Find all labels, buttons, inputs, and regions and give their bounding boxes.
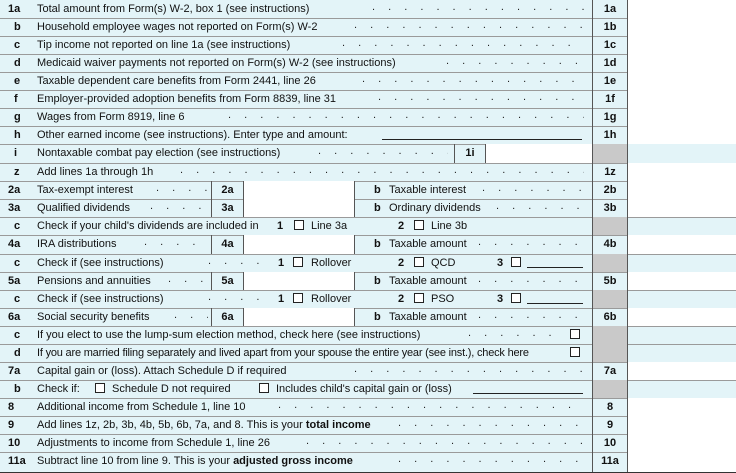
line-label: Taxable amount xyxy=(389,275,467,287)
line-number: 2a xyxy=(8,184,21,196)
divider xyxy=(627,290,628,308)
leader-dots xyxy=(168,273,208,285)
box-label: 10 xyxy=(603,437,617,449)
leader-dots xyxy=(318,145,448,157)
line-11a-row xyxy=(0,452,736,473)
line-1a-row xyxy=(0,0,736,19)
leader-dots xyxy=(180,164,584,176)
line-letter: b xyxy=(374,238,381,250)
amount-field-2a[interactable] xyxy=(244,181,354,199)
line-6c-row xyxy=(0,326,736,345)
leader-dots xyxy=(144,236,208,248)
line-1h-row xyxy=(0,126,736,145)
line-10-row xyxy=(0,434,736,453)
box-label: 1g xyxy=(603,111,617,123)
amount-field-1d[interactable] xyxy=(628,54,736,72)
line-label: Total amount from Form(s) W-2, box 1 (see instructions) xyxy=(37,3,310,15)
line-number: 5a xyxy=(8,275,21,287)
line-letter: b xyxy=(374,311,381,323)
box-label: 4b xyxy=(603,238,617,250)
line-2-row xyxy=(0,181,736,200)
box-label: 3b xyxy=(603,202,617,214)
leader-dots xyxy=(478,236,584,248)
line-label: Check if your child's dividends are included in xyxy=(37,220,259,232)
shaded-cell xyxy=(593,326,627,344)
line-letter: h xyxy=(14,129,21,141)
box-label: 1c xyxy=(603,39,617,51)
leader-dots xyxy=(208,255,272,267)
line-label: Wages from Form 8919, line 6 xyxy=(37,111,185,123)
line-1c-row xyxy=(0,36,736,55)
divider xyxy=(627,254,628,272)
leader-dots xyxy=(378,91,584,103)
line-label: Social security benefits xyxy=(37,311,150,323)
box-label: 1h xyxy=(603,129,617,141)
option-number: 2 xyxy=(398,220,405,232)
line-label: If you are married filing separately and lived apart from your spouse the entire year (see inst.), check here xyxy=(37,347,529,359)
divider xyxy=(627,380,628,398)
line-letter: i xyxy=(14,147,18,159)
leader-dots xyxy=(342,37,584,49)
child-capital-gain-checkbox[interactable] xyxy=(259,383,269,393)
line-letter: c xyxy=(14,39,21,51)
shaded-cell xyxy=(593,290,627,308)
other-code-field[interactable] xyxy=(527,303,583,304)
box-label: 8 xyxy=(606,401,614,413)
line-label: Employer-provided adoption benefits from Form 8839, line 31 xyxy=(37,93,336,105)
rollover-checkbox[interactable] xyxy=(293,293,303,303)
amount-field-6a[interactable] xyxy=(244,308,354,326)
amount-field-5a[interactable] xyxy=(244,272,354,290)
line-label: Add lines 1a through 1h xyxy=(37,166,154,178)
line-3c-row xyxy=(0,217,736,236)
leader-dots xyxy=(362,73,584,85)
box-label: 7a xyxy=(603,365,617,377)
amount-field-6b[interactable] xyxy=(628,308,736,326)
box-label: 1i xyxy=(465,147,475,159)
leader-dots xyxy=(478,273,584,285)
line-label: Check if (see instructions) xyxy=(37,257,164,269)
amount-field-1h[interactable] xyxy=(628,126,736,144)
qcd-checkbox[interactable] xyxy=(414,257,424,267)
line-label-emphasis: total income xyxy=(305,419,371,431)
amount-field-1i[interactable] xyxy=(486,144,592,163)
leader-dots xyxy=(482,182,584,194)
leader-dots xyxy=(496,200,584,212)
line-letter: d xyxy=(14,347,21,359)
line-number: 1a xyxy=(8,3,21,15)
leader-dots xyxy=(208,291,272,303)
line-letter: b xyxy=(14,21,21,33)
leader-dots xyxy=(174,309,208,321)
leader-dots xyxy=(354,363,584,375)
rollover-checkbox[interactable] xyxy=(293,257,303,267)
line-label: Medicaid waiver payments not reported on Form(s) W-2 (see instructions) xyxy=(37,57,396,69)
amount-field-1a[interactable] xyxy=(628,0,736,18)
line-6-row xyxy=(0,308,736,327)
leader-dots xyxy=(278,399,584,411)
option-number: 1 xyxy=(278,257,285,269)
box-label: 4a xyxy=(221,238,234,250)
box-label: 5a xyxy=(221,275,234,287)
box-label: 11a xyxy=(601,455,619,467)
line-label: Taxable interest xyxy=(389,184,467,196)
divider xyxy=(627,344,628,362)
line-letter: b xyxy=(374,202,381,214)
line-3a-checkbox[interactable] xyxy=(294,220,304,230)
leader-dots xyxy=(228,109,584,121)
box-label: 5b xyxy=(603,275,617,287)
line-label: Qualified dividends xyxy=(37,202,130,214)
line-5c-row xyxy=(0,290,736,309)
leader-dots xyxy=(398,453,584,465)
line-label: Nontaxable combat pay election (see instructions) xyxy=(37,147,281,159)
line-letter: g xyxy=(14,111,21,123)
box-label: 6b xyxy=(603,311,617,323)
leader-dots xyxy=(446,55,584,67)
line-5-row xyxy=(0,272,736,291)
line-number: 10 xyxy=(8,437,21,449)
leader-dots xyxy=(372,1,584,13)
line-label: Household employee wages not reported on Form(s) W-2 xyxy=(37,21,318,33)
line-4-row xyxy=(0,235,736,255)
box-label: 1e xyxy=(603,75,617,87)
line-number: 7a xyxy=(8,365,21,377)
line-number: 9 xyxy=(8,419,15,431)
other-checkbox[interactable] xyxy=(511,293,521,303)
line-1i-row xyxy=(0,144,736,164)
pso-checkbox[interactable] xyxy=(414,293,424,303)
box-label: 1z xyxy=(604,166,616,178)
amount-field-3b[interactable] xyxy=(628,199,736,217)
leader-dots xyxy=(478,309,584,321)
blank-cell xyxy=(628,144,736,163)
amount-field-1g[interactable] xyxy=(628,108,736,126)
amount-field-1f[interactable] xyxy=(628,90,736,108)
amount-field-4a[interactable] xyxy=(244,235,354,254)
lived-apart-checkbox[interactable] xyxy=(570,347,580,357)
line-letter: c xyxy=(14,220,21,232)
divider xyxy=(354,272,355,290)
amount-field-7a[interactable] xyxy=(628,362,736,380)
shaded-cell xyxy=(593,380,627,398)
line-1f-row xyxy=(0,90,736,109)
option-label: Line 3b xyxy=(431,220,468,232)
shaded-cell xyxy=(593,144,627,163)
line-letter: e xyxy=(14,75,21,87)
line-label: Tip income not reported on line 1a (see instructions) xyxy=(37,39,291,51)
line-9-row xyxy=(0,416,736,435)
shaded-cell xyxy=(593,254,627,272)
line-7a-row xyxy=(0,362,736,381)
amount-field-1e[interactable] xyxy=(628,72,736,90)
line-label: If you elect to use the lump-sum election method, check here (see instructions) xyxy=(37,329,421,341)
line-label: Other earned income (see instructions). Enter type and amount: xyxy=(37,129,348,141)
capital-gain-child-field[interactable] xyxy=(473,393,583,394)
option-number: 1 xyxy=(277,220,284,232)
amount-field-5b[interactable] xyxy=(628,272,736,290)
amount-field-1c[interactable] xyxy=(628,36,736,54)
option-number: 2 xyxy=(398,257,405,269)
option-label: Rollover xyxy=(311,293,352,305)
line-label: Taxable amount xyxy=(389,238,467,250)
option-number: 1 xyxy=(278,293,285,305)
box-label: 1b xyxy=(603,21,617,33)
line-label: Taxable dependent care benefits from Form 2441, line 26 xyxy=(37,75,316,87)
line-label-emphasis: adjusted gross income xyxy=(233,455,353,467)
line-label: Pensions and annuities xyxy=(37,275,151,287)
line-label: Taxable amount xyxy=(389,311,467,323)
line-1e-row xyxy=(0,72,736,91)
shaded-cell xyxy=(593,344,627,362)
schedule-d-not-required-checkbox[interactable] xyxy=(95,383,105,393)
leader-dots xyxy=(150,200,208,212)
box-label: 9 xyxy=(606,419,614,431)
other-income-type-field[interactable] xyxy=(382,139,582,140)
leader-dots xyxy=(306,435,584,447)
line-label: IRA distributions xyxy=(37,238,117,250)
line-1d-row xyxy=(0,54,736,73)
option-number: 3 xyxy=(497,257,504,269)
box-label: 1a xyxy=(603,3,617,15)
box-label: 1f xyxy=(605,93,615,105)
line-label: Tax-exempt interest xyxy=(37,184,133,196)
line-label: Ordinary dividends xyxy=(389,202,481,214)
line-1b-row xyxy=(0,18,736,37)
amount-field-8[interactable] xyxy=(628,398,736,416)
option-label: Includes child's capital gain or (loss) xyxy=(276,383,452,395)
line-1z-row xyxy=(0,163,736,182)
line-letter: b xyxy=(374,184,381,196)
box-label: 1d xyxy=(603,57,617,69)
line-letter: b xyxy=(374,275,381,287)
amount-field-10[interactable] xyxy=(628,434,736,452)
line-letter: d xyxy=(14,57,21,69)
box-label: 6a xyxy=(221,311,234,323)
other-code-field[interactable] xyxy=(527,267,583,268)
divider xyxy=(627,326,628,344)
line-4c-row xyxy=(0,254,736,273)
line-7b-row xyxy=(0,380,736,399)
line-number: 6a xyxy=(8,311,21,323)
leader-dots xyxy=(156,182,208,194)
option-number: 2 xyxy=(398,293,405,305)
line-3-row xyxy=(0,199,736,218)
line-letter: f xyxy=(14,93,18,105)
divider xyxy=(354,181,355,199)
amount-field-3a[interactable] xyxy=(244,199,354,217)
box-label: 2a xyxy=(221,184,234,196)
option-label: QCD xyxy=(431,257,456,269)
option-label: Schedule D not required xyxy=(112,383,231,395)
box-label: 2b xyxy=(603,184,617,196)
line-3b-checkbox[interactable] xyxy=(414,220,424,230)
leader-dots xyxy=(398,417,584,429)
leader-dots xyxy=(468,327,564,339)
line-label xyxy=(37,455,353,467)
line-label: Additional income from Schedule 1, line 10 xyxy=(37,401,246,413)
divider xyxy=(354,235,355,254)
other-checkbox[interactable] xyxy=(511,257,521,267)
line-letter: c xyxy=(14,293,21,305)
divider xyxy=(627,217,628,235)
lump-sum-checkbox[interactable] xyxy=(570,329,580,339)
option-label: Line 3a xyxy=(311,220,348,232)
line-label xyxy=(37,419,371,431)
line-letter: c xyxy=(14,329,21,341)
line-number: 8 xyxy=(8,401,15,413)
line-letter: c xyxy=(14,257,21,269)
line-label-text: Add lines 1z, 2b, 3b, 4b, 5b, 6b, 7a, and 8. This is your xyxy=(37,419,303,431)
line-number: 4a xyxy=(8,238,21,250)
leader-dots xyxy=(354,19,584,31)
line-8-row xyxy=(0,398,736,417)
option-label: PSO xyxy=(431,293,455,305)
amount-field-9[interactable] xyxy=(628,416,736,434)
line-letter: z xyxy=(14,166,20,178)
line-number: 11a xyxy=(8,455,26,467)
line-label: Check if: xyxy=(37,383,80,395)
line-number: 3a xyxy=(8,202,21,214)
box-label: 3a xyxy=(221,202,234,214)
amount-field-4b[interactable] xyxy=(628,235,736,254)
amount-field-1z[interactable] xyxy=(628,163,736,181)
line-label: Check if (see instructions) xyxy=(37,293,164,305)
divider xyxy=(354,308,355,326)
divider xyxy=(354,199,355,217)
line-label: Capital gain or (loss). Attach Schedule D if required xyxy=(37,365,287,377)
line-label: Adjustments to income from Schedule 1, line 26 xyxy=(37,437,270,449)
amount-field-11a[interactable] xyxy=(628,452,736,472)
line-letter: b xyxy=(14,383,21,395)
shaded-cell xyxy=(593,217,627,235)
line-1g-row xyxy=(0,108,736,127)
line-label-text: Subtract line 10 from line 9. This is your xyxy=(37,455,230,467)
option-label: Rollover xyxy=(311,257,352,269)
amount-field-1b[interactable] xyxy=(628,18,736,36)
line-6d-row xyxy=(0,344,736,363)
option-number: 3 xyxy=(497,293,504,305)
amount-field-2b[interactable] xyxy=(628,181,736,199)
